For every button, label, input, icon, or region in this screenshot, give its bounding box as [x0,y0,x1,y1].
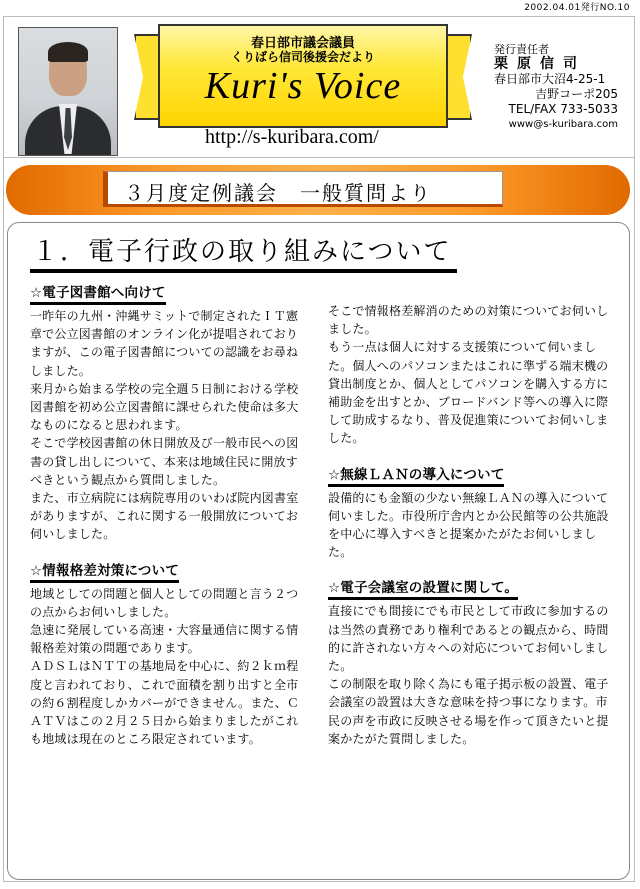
heading-wireless-lan: ☆無線ＬＡＮの導入について [328,467,504,487]
website-link[interactable]: http://s-kuribara.com/ [205,126,379,148]
paragraph: 来月から始まる学校の完全週５日制における学校図書館を初め公立図書館に課せられた使命は多大なものになると思われます。 [30,381,299,433]
publisher-email[interactable]: www@s-kuribara.com [508,119,618,130]
publisher-name: 栗原信司 [494,56,586,72]
title-box [103,171,503,207]
heading-e-library: ☆電子図書館へ向けて [30,285,166,305]
paragraph: そこで情報格差解消のための対策についてお伺いしました。 [328,304,609,337]
paragraph: 地域としての問題と個人としての問題と言う２つの点からお伺いしました。 [30,586,299,619]
paragraph: 直接にでも間接にでも市民として市政に参加するのは当然の責務であり権利であるとの観点から、時間的に許されない方々への対応についてお伺いしました。 [328,604,609,674]
author-photo [18,27,118,156]
publisher-address2: 吉野コーポ205 [535,87,618,101]
newsletter-title: Kuri's Voice [204,65,402,107]
header-divider [3,157,635,158]
heading-e-conference: ☆電子会議室の設置に関して。 [328,580,518,600]
masthead-banner [158,24,448,128]
issue-number: 2002.04.01発行NO.10 [524,3,630,13]
right-column [328,302,610,748]
paragraph: そこで学校図書館の休日開放及び一般市民への図書の貸し出しについて、本来は地域住民に開放すべきという観点から質問しました。 [30,436,299,487]
paragraph: もう一点は個人に対する支援策について伺いました。個人へのパソコンまたはこれに準ずる端末機の貸出制度とか、個人としてパソコンを購入する方に補助金を出すとか、ブロードバンド等への導入に際して助成するなり、普及促進策についてお伺いしました。 [328,340,609,446]
left-column [30,284,306,748]
paragraph: 設備的にも金額の少ない無線ＬＡＮの導入について伺いました。市役所庁舎内とか公民館等の公共施設を中心に導入すべきと提案かたがたお伺いしました。 [328,490,609,560]
publisher-info [494,42,618,132]
paragraph: 急速に発展している高速・大容量通信に関する情報格差対策の問題であります。 [30,623,299,656]
paragraph: この制限を取り除く為にも電子掲示板の設置、電子会議室の設置は大きな意味を持つ事になります。市民の声を市政に反映させる場を作って頂きたいと提案かたがた質問しました。 [328,677,609,746]
banner-line1: 春日部市議会議員 [250,36,355,51]
publisher-tel: TEL/FAX 733-5033 [508,102,618,116]
publisher-label: 発行責任者 [494,43,549,56]
heading-digital-divide: ☆情報格差対策について [30,563,179,583]
publisher-address1: 春日部市大沼4-25-1 [494,72,606,86]
section-title: １．電子行政の取り組みについて [30,235,457,273]
title-banner-text: ３月度定例議会 一般質問より [124,181,432,205]
paragraph: 一昨年の九州・沖縄サミットで制定されたＩＴ憲章で公立図書館のオンライン化が提唱されておりますが、この電子図書館についての認識をお尋ねしました。 [30,309,299,378]
banner-line2: くりばら信司後援会だより [230,50,375,64]
paragraph: ＡＤＳＬはＮＴＴの基地局を中心に、約２ｋｍ程度と言われており、これで面積を割り出すと全市の約６割程度しかカバーができません。また、ＣＡＴＶはこの２月２５日から始まりましたがこれも地域は現在のところ限定されています。 [30,659,300,747]
paragraph: また、市立病院には病院専用のいわば院内図書室がありますが、これに関する一般開放についてお伺いしました。 [30,491,299,542]
